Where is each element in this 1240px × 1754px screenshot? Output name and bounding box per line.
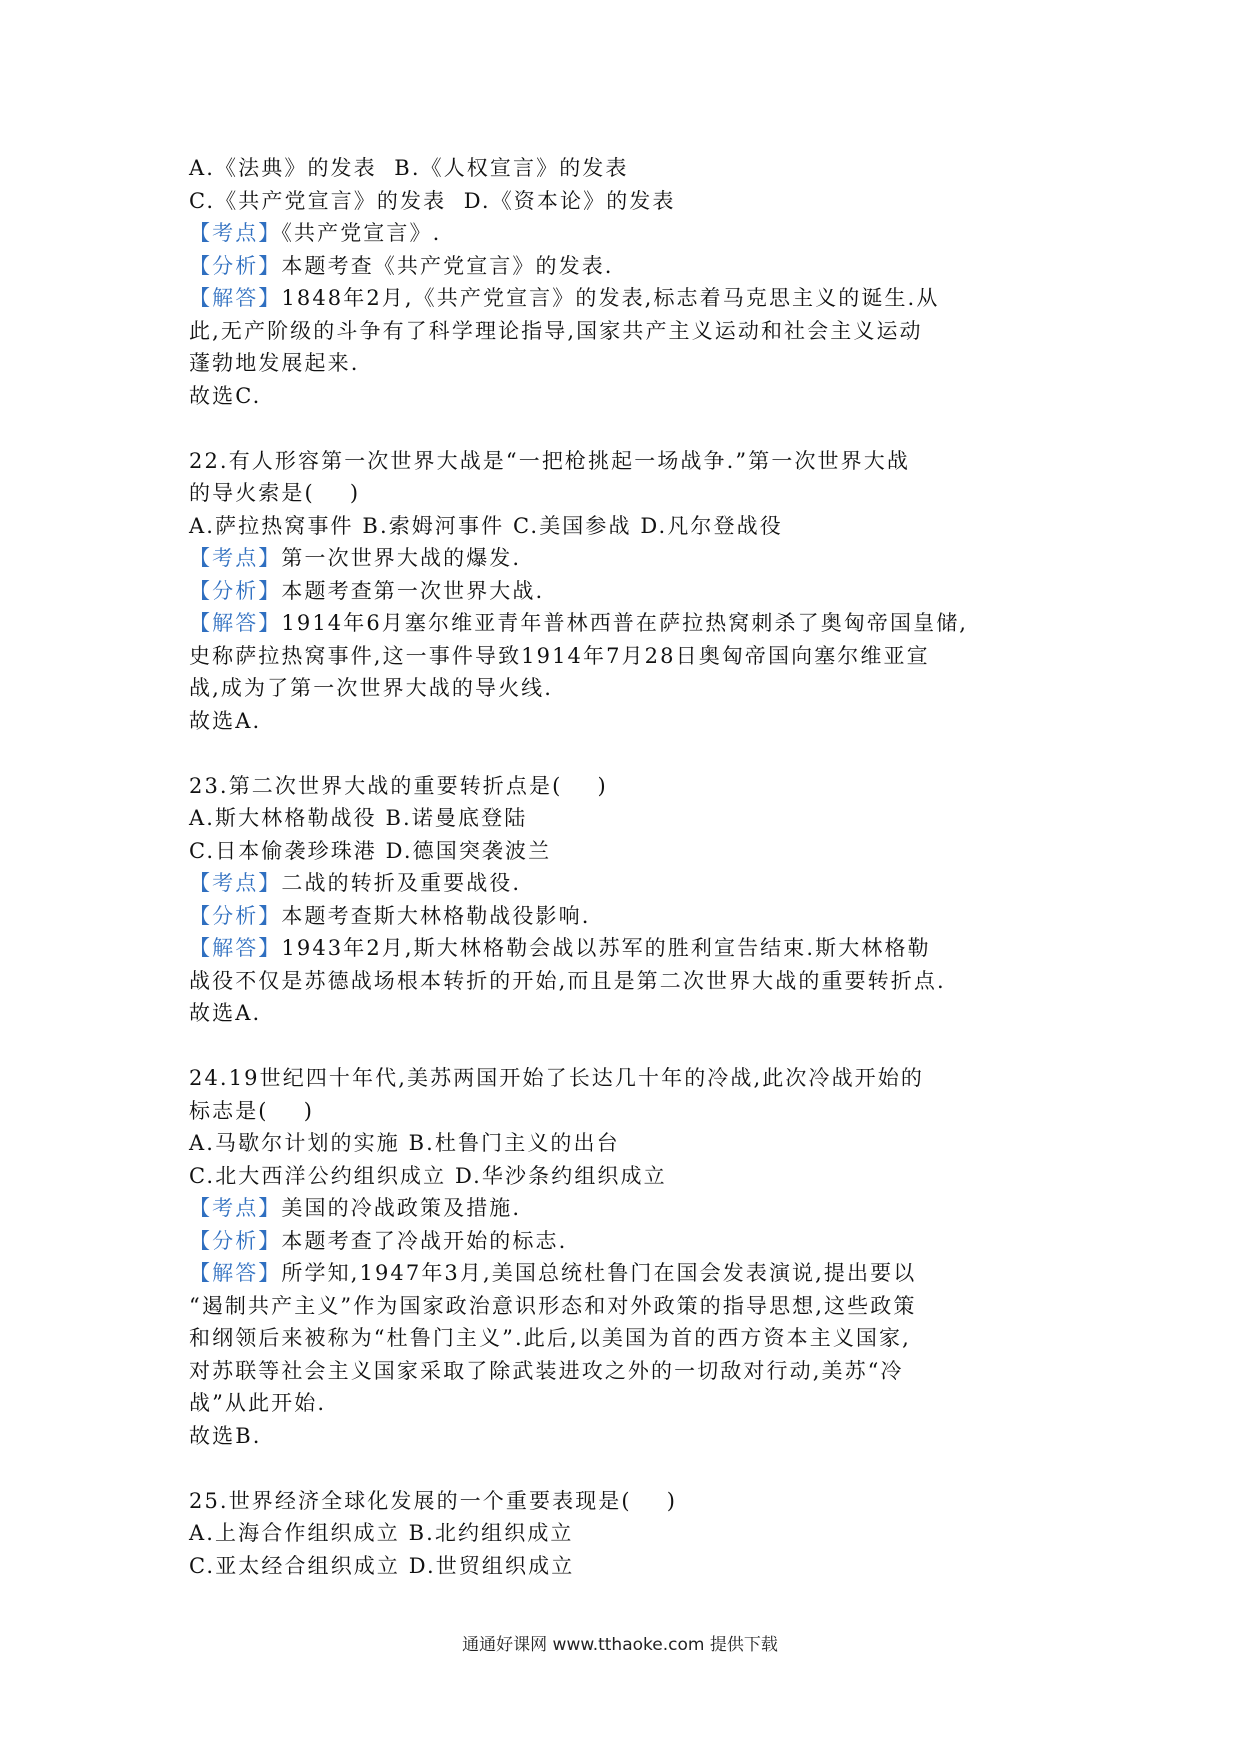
kaodian-tag: 【考点】: [189, 546, 282, 570]
kaodian-tag: 【考点】: [189, 221, 282, 245]
q23-jieda: [189, 932, 1069, 965]
q24-answer: 故选B.: [189, 1423, 262, 1448]
q21-kaodian: [189, 217, 1069, 250]
footer-watermark: 通通好课网 www.tthaoke.com 提供下载: [462, 1635, 778, 1655]
jieda-tag: 【解答】: [189, 611, 282, 635]
spacer: [189, 737, 1069, 770]
q24-stem-line-1: 24.19世纪四十年代,美苏两国开始了长达几十年的冷战,此次冷战开始的: [189, 1066, 924, 1090]
kaodian-text: 第一次世界大战的爆发.: [281, 546, 522, 570]
q22-answer: 故选A.: [189, 708, 262, 733]
q24-jieda-line-3: 和纲领后来被称为“杜鲁门主义”.此后,以美国为首的西方资本主义国家,: [189, 1326, 911, 1350]
spacer: [189, 1030, 1069, 1063]
q24-jieda-line-4: 对苏联等社会主义国家采取了除武装进攻之外的一切敌对行动,美苏“冷: [189, 1358, 904, 1383]
q22-stem-line-1: 22.有人形容第一次世界大战是“一把枪挑起一场战争.”第一次世界大战: [189, 448, 910, 473]
fenxi-text: 本题考查了冷战开始的标志.: [281, 1228, 568, 1253]
q24-jieda: [189, 1257, 1069, 1290]
jieda-tag: 【解答】: [189, 1261, 282, 1285]
q21-fenxi: [189, 250, 1069, 283]
q24-fenxi: [189, 1225, 1069, 1258]
q23-options-line-2: C.日本偷袭珍珠港 D.德国突袭波兰: [189, 838, 552, 863]
kaodian-text: 美国的冷战政策及措施.: [281, 1196, 522, 1220]
jieda-text: 所学知,1947年3月,美国总统杜鲁门在国会发表演说,提出要以: [281, 1261, 917, 1285]
fenxi-tag: 【分析】: [189, 578, 282, 603]
q22-jieda-line-3: 战,成为了第一次世界大战的导火线.: [189, 676, 554, 700]
q23-options-line-1: A.斯大林格勒战役 B.诺曼底登陆: [189, 806, 528, 830]
q22-fenxi: [189, 575, 1069, 608]
q23-jieda-line-2: 战役不仅是苏德战场根本转折的开始,而且是第二次世界大战的重要转折点.: [189, 968, 946, 993]
fenxi-text: 本题考查第一次世界大战.: [281, 578, 545, 603]
jieda-tag: 【解答】: [189, 936, 282, 960]
spacer: [189, 1452, 1069, 1485]
q21-jieda-line-3: 蓬勃地发展起来.: [189, 351, 360, 375]
kaodian-text: 二战的转折及重要战役.: [281, 871, 522, 895]
q25-options-line-1: A.上海合作组织成立 B.北约组织成立: [189, 1521, 574, 1545]
spacer: [189, 412, 1069, 445]
q22-jieda-line-2: 史称萨拉热窝事件,这一事件导致1914年7月28日奥匈帝国向塞尔维亚宣: [189, 643, 930, 668]
q25-options-line-2: C.亚太经合组织成立 D.世贸组织成立: [189, 1553, 575, 1578]
fenxi-tag: 【分析】: [189, 903, 282, 928]
fenxi-text: 本题考查《共产党宣言》的发表.: [281, 253, 614, 278]
kaodian-tag: 【考点】: [189, 871, 282, 895]
q23-fenxi: [189, 900, 1069, 933]
q24-jieda-line-5: 战”从此开始.: [189, 1391, 327, 1415]
q22-stem-line-2: 的导火索是( ): [189, 481, 361, 505]
q22-options-line-1: A.萨拉热窝事件 B.索姆河事件 C.美国参战 D.凡尔登战役: [189, 513, 783, 538]
kaodian-tag: 【考点】: [189, 1196, 282, 1220]
q24-jieda-line-2: “遏制共产主义”作为国家政治意识形态和对外政策的指导思想,这些政策: [189, 1293, 917, 1318]
q21-jieda: [189, 282, 1069, 315]
q22-jieda: [189, 607, 1069, 640]
q25-stem-line-1: 25.世界经济全球化发展的一个重要表现是( ): [189, 1488, 678, 1513]
q23-kaodian: [189, 867, 1069, 900]
q24-stem-line-2: 标志是( ): [189, 1098, 314, 1123]
jieda-text: 1943年2月,斯大林格勒会战以苏军的胜利宣告结束.斯大林格勒: [281, 936, 931, 960]
document-body: [189, 152, 1069, 1582]
q23-stem-line-1: 23.第二次世界大战的重要转折点是( ): [189, 773, 608, 798]
fenxi-text: 本题考查斯大林格勒战役影响.: [281, 903, 591, 928]
jieda-text: 1914年6月塞尔维亚青年普林西普在萨拉热窝刺杀了奥匈帝国皇储,: [281, 611, 969, 635]
q21-options-line-2: C.《共产党宣言》的发表 D.《资本论》的发表: [189, 188, 676, 213]
q24-kaodian: [189, 1192, 1069, 1225]
kaodian-text: 《共产党宣言》.: [281, 221, 442, 245]
fenxi-tag: 【分析】: [189, 253, 282, 278]
q24-options-line-2: C.北大西洋公约组织成立 D.华沙条约组织成立: [189, 1163, 667, 1188]
q21-answer: 故选C.: [189, 383, 262, 408]
q22-kaodian: [189, 542, 1069, 575]
jieda-text: 1848年2月,《共产党宣言》的发表,标志着马克思主义的诞生.从: [281, 286, 940, 310]
q24-options-line-1: A.马歇尔计划的实施 B.杜鲁门主义的出台: [189, 1131, 620, 1155]
q23-answer: 故选A.: [189, 1001, 262, 1025]
jieda-tag: 【解答】: [189, 286, 282, 310]
q21-jieda-line-2: 此,无产阶级的斗争有了科学理论指导,国家共产主义运动和社会主义运动: [189, 318, 923, 343]
fenxi-tag: 【分析】: [189, 1228, 282, 1253]
q21-options-line-1: A.《法典》的发表 B.《人权宣言》的发表: [189, 156, 629, 180]
